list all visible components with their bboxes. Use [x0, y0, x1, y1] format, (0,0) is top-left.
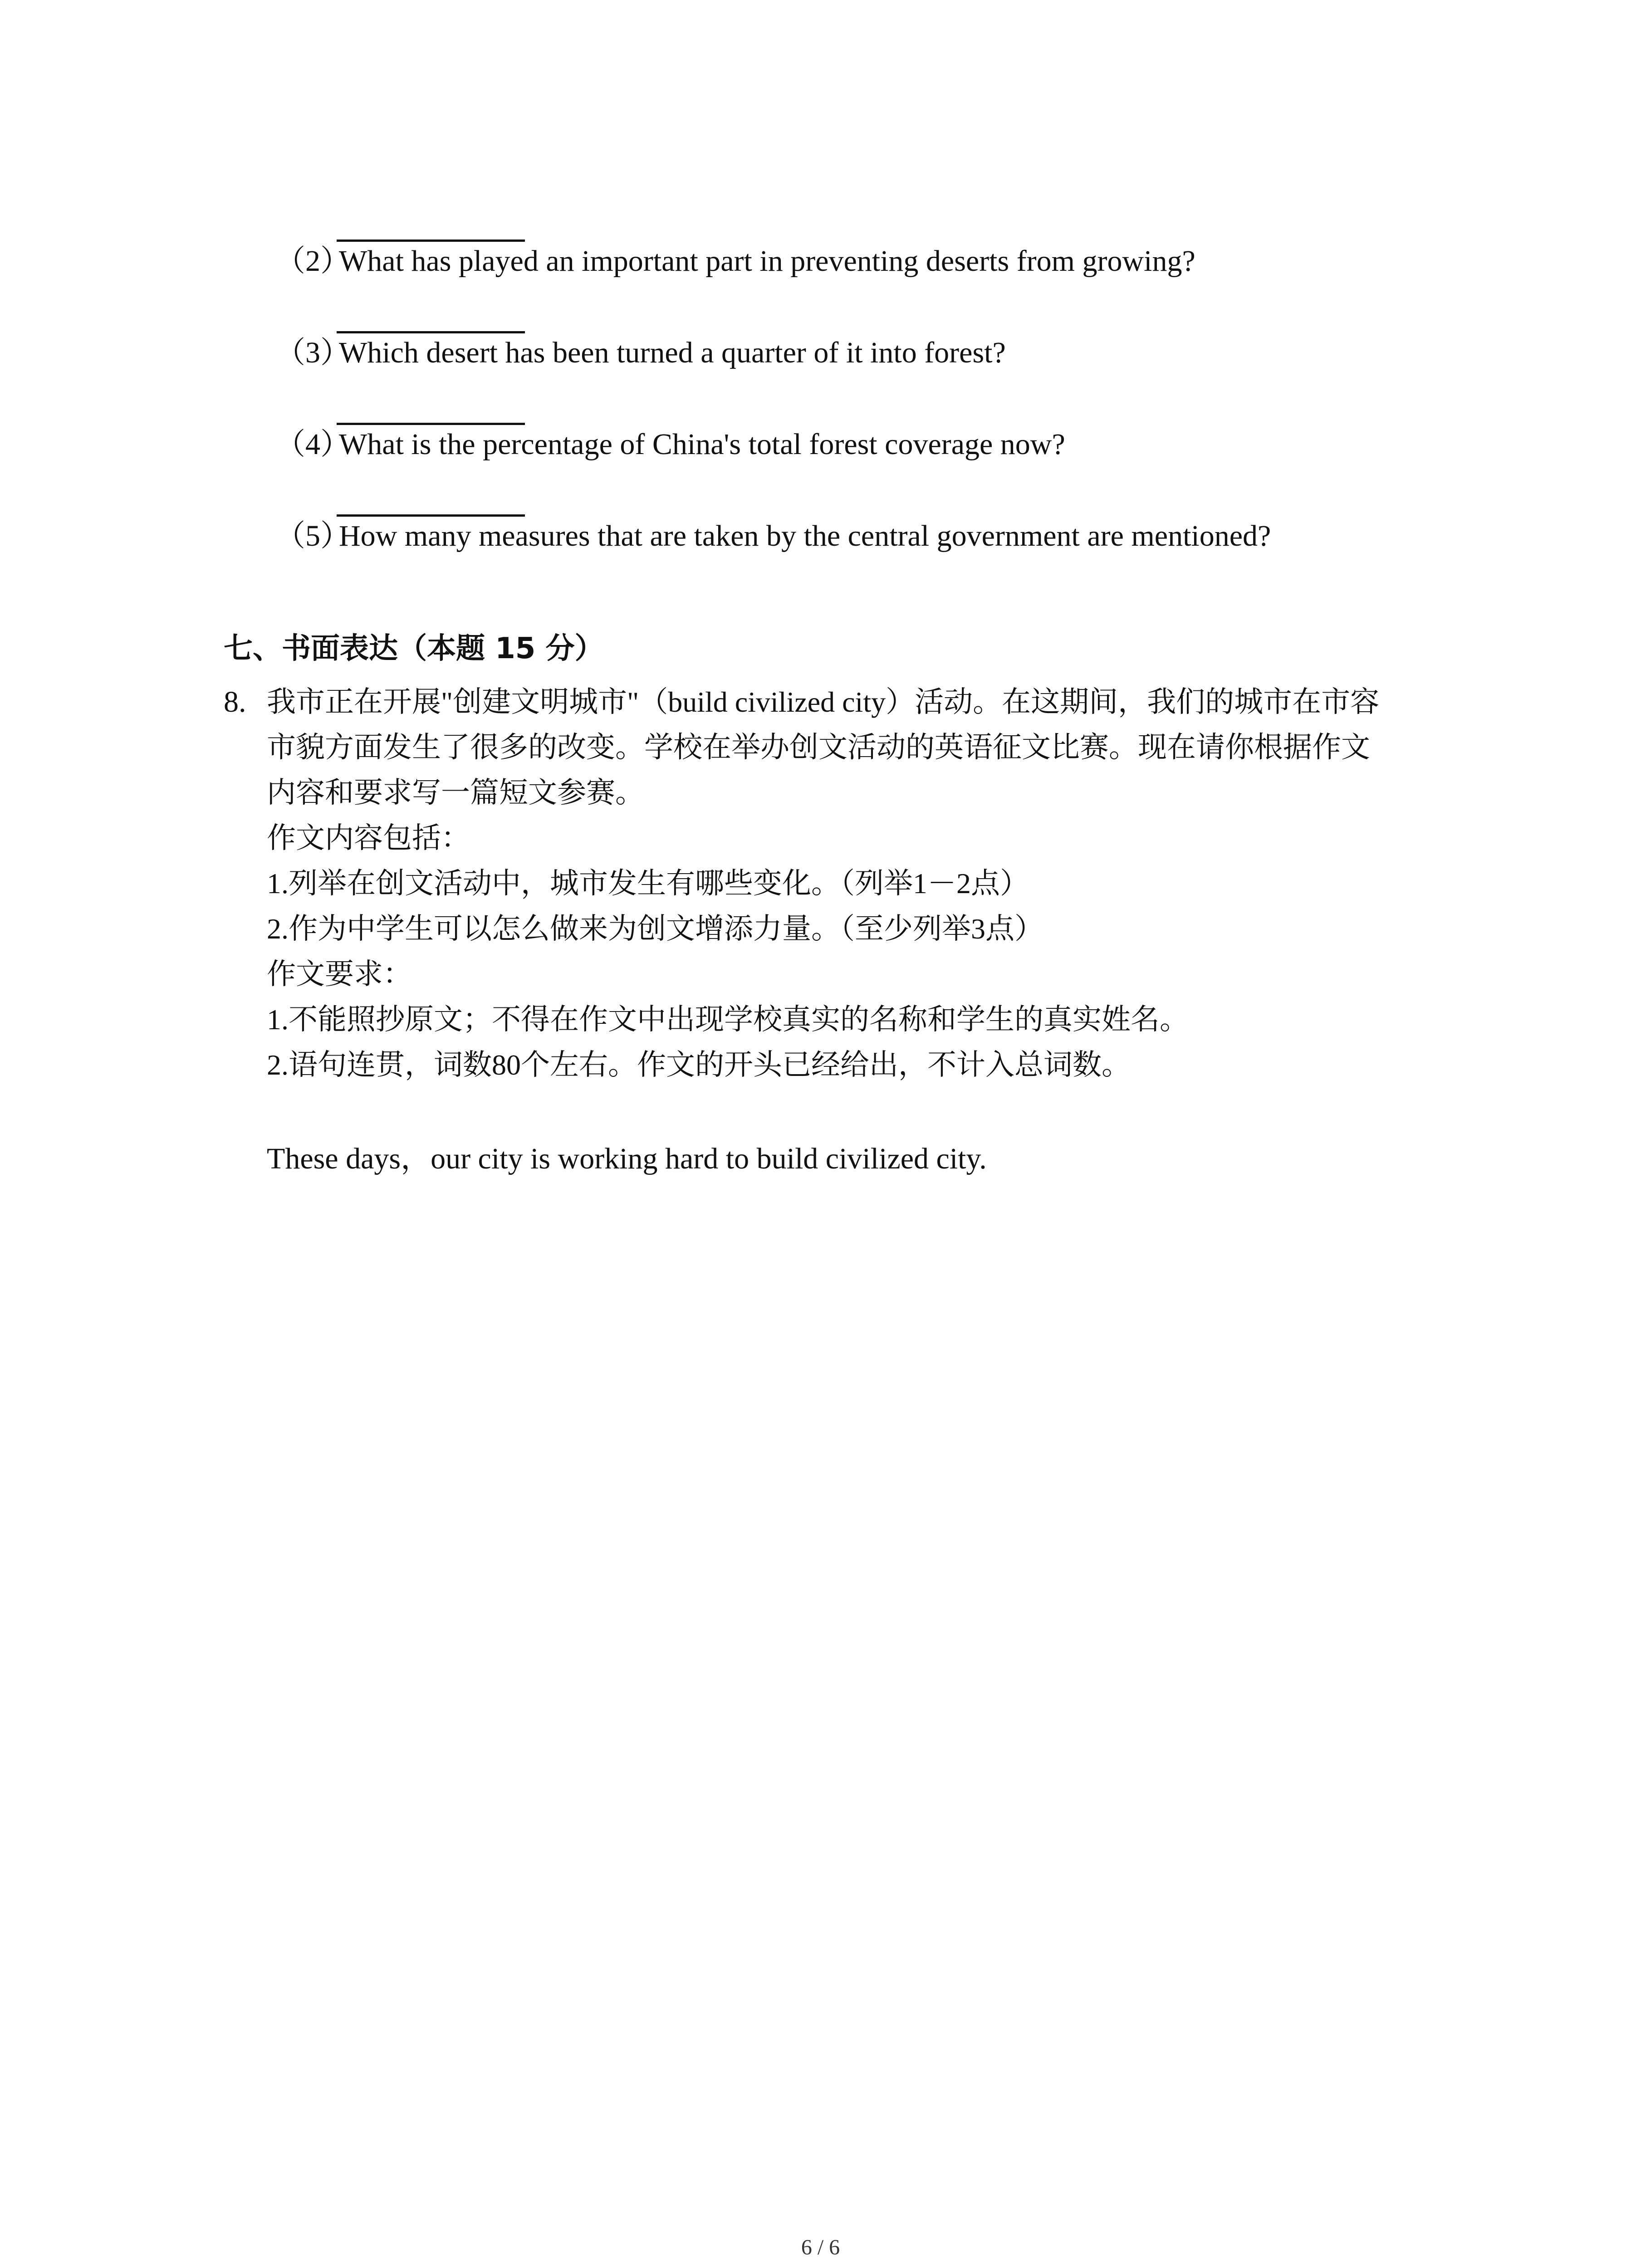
question-item — [275, 518, 1271, 554]
answer-blank[interactable] — [337, 514, 525, 517]
question-item — [275, 243, 1195, 279]
question-text: How many measures that are taken by the central government are mentioned? — [339, 519, 1271, 552]
task-line: 2.语句连贯，词数80个左右。作文的开头已经给出，不计入总词数。 — [267, 1049, 1131, 1081]
essay-opening: These days，our city is working hard to build civilized city. — [267, 1142, 987, 1175]
task-line: 作文要求： — [267, 958, 412, 990]
answer-blank[interactable] — [337, 240, 525, 242]
question-text: What has played an important part in preventing deserts from growing? — [339, 244, 1195, 278]
question-item — [275, 426, 1065, 463]
question-number: 8. — [224, 685, 246, 719]
question-text: What is the percentage of China's total forest coverage now? — [339, 428, 1065, 461]
question-item — [275, 335, 1006, 371]
task-line: 1.列举在创文活动中，城市发生有哪些变化。（列举1－2点） — [267, 867, 1029, 899]
task-line: 作文内容包括： — [267, 822, 470, 854]
task-line: 我市正在开展"创建文明城市"（build civilized city）活动。在这期间，我们的城市在市容 — [267, 686, 1380, 718]
question-number: （3） — [275, 336, 350, 369]
task-line: 内容和要求写一篇短文参赛。 — [267, 777, 644, 809]
question-number: （5） — [275, 519, 350, 552]
answer-blank[interactable] — [337, 423, 525, 425]
section-heading: 七、书面表达（本题 15 分） — [224, 632, 604, 665]
task-line: 1.不能照抄原文；不得在作文中出现学校真实的名称和学生的真实姓名。 — [267, 1003, 1189, 1036]
question-text: Which desert has been turned a quarter of it into forest? — [339, 336, 1006, 369]
question-number: （2） — [275, 244, 350, 278]
question-number: （4） — [275, 428, 350, 461]
page-number: 6 / 6 — [801, 2235, 840, 2259]
task-line: 市貌方面发生了很多的改变。学校在举办创文活动的英语征文比赛。现在请你根据作文 — [267, 731, 1370, 763]
task-line: 2.作为中学生可以怎么做来为创文增添力量。（至少列举3点） — [267, 913, 1043, 945]
answer-blank[interactable] — [337, 331, 525, 333]
